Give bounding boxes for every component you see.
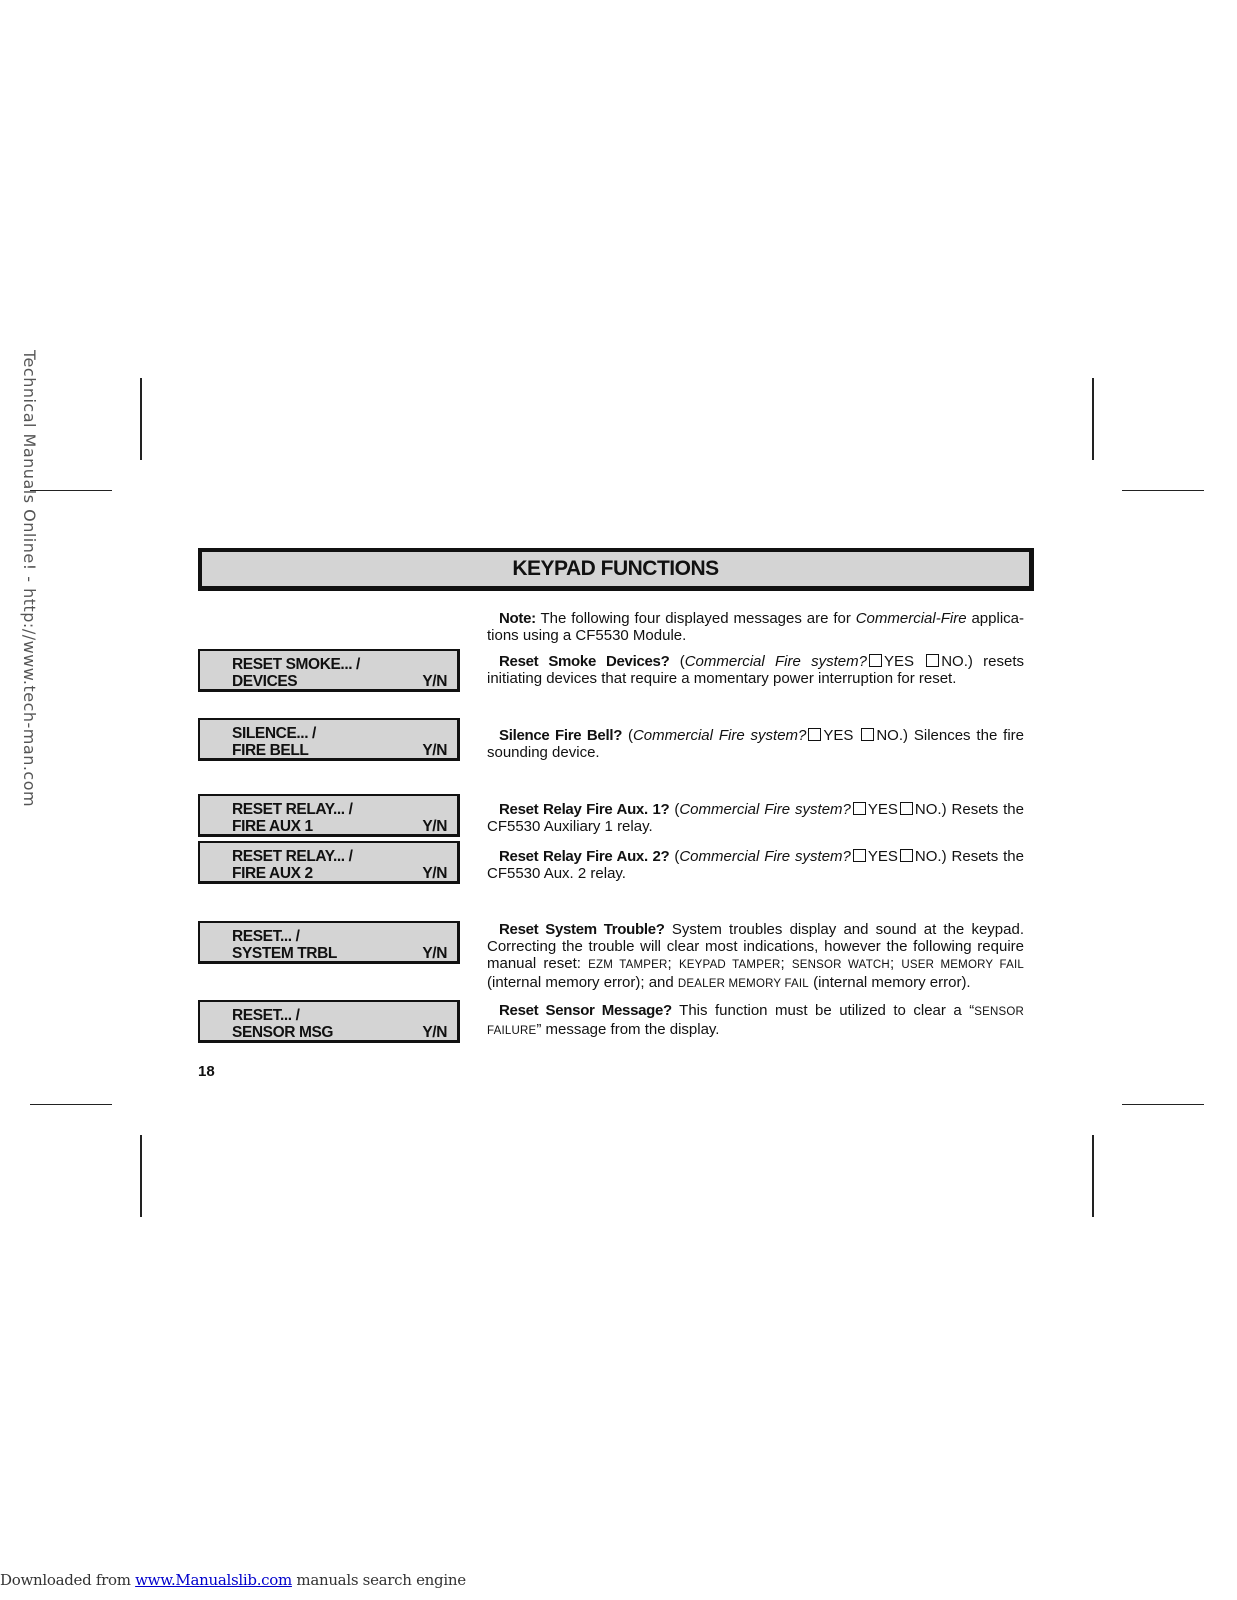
keypad-display-line2: DEVICES bbox=[232, 673, 298, 690]
keypad-display-relay-aux2 bbox=[198, 841, 460, 884]
keypad-display-line1: RESET RELAY... / bbox=[232, 801, 353, 818]
keypad-display-yn: Y/N bbox=[422, 673, 447, 690]
checkbox-icon bbox=[853, 849, 866, 862]
keypad-display-line2: SENSOR MSG bbox=[232, 1024, 334, 1041]
keypad-display-line2: FIRE BELL bbox=[232, 742, 309, 759]
checkbox-icon bbox=[869, 654, 882, 667]
desc-silence-bell: Silence Fire Bell? (Commercial Fire system? YES NO.) Silences the fire sounding device. bbox=[487, 727, 1025, 761]
crop-mark bbox=[1122, 490, 1204, 491]
desc-system: Commercial Fire system? bbox=[679, 848, 851, 865]
footer-prefix: Downloaded from bbox=[0, 1571, 136, 1589]
keypad-display-line2: FIRE AUX 1 bbox=[232, 818, 313, 835]
desc-text: Resets the CF5530 Aux. 2 relay. bbox=[487, 848, 1024, 882]
desc-reset-smoke: Reset Smoke Devices? (Commercial Fire system? YES NO.) resets initiating devices that require a momentary power interruption for reset. bbox=[487, 653, 1024, 687]
checkbox-icon bbox=[900, 849, 913, 862]
keypad-display-yn: Y/N bbox=[422, 1024, 447, 1041]
desc-text: Silences the fire sounding device. bbox=[487, 727, 1025, 761]
checkbox-icon bbox=[926, 654, 939, 667]
desc-no: NO.) bbox=[876, 727, 908, 744]
desc-text: resets initiating devices that require a momentary power interruption for reset. bbox=[487, 653, 1024, 687]
desc-smallcaps: DEALER MEMORY FAIL bbox=[677, 978, 809, 990]
crop-mark bbox=[1092, 1135, 1094, 1217]
desc-yes: YES bbox=[867, 801, 898, 818]
keypad-display-sensor-msg bbox=[198, 1000, 460, 1043]
crop-mark bbox=[140, 378, 142, 460]
keypad-display-yn: Y/N bbox=[422, 865, 447, 882]
page-number: 18 bbox=[198, 1063, 215, 1080]
keypad-display-line2: FIRE AUX 2 bbox=[232, 865, 313, 882]
desc-lead: Reset Smoke Devices? bbox=[499, 653, 670, 670]
desc-smallcaps: SENSOR FAILURE bbox=[487, 1006, 1024, 1037]
desc-smallcaps: EZM TAMPER bbox=[588, 959, 668, 971]
desc-no: NO.) bbox=[914, 848, 947, 865]
desc-sep: ; bbox=[667, 955, 679, 972]
desc-lead: Reset Relay Fire Aux. 1? bbox=[499, 801, 670, 818]
crop-mark bbox=[30, 490, 112, 491]
keypad-display-line1: RESET SMOKE... / bbox=[232, 656, 360, 673]
desc-sep: ; bbox=[780, 955, 792, 972]
desc-yes: YES bbox=[823, 727, 854, 744]
note-lead: Note: bbox=[499, 610, 536, 627]
desc-text: (internal memory error). bbox=[808, 974, 971, 991]
desc-system-trouble bbox=[487, 921, 1024, 993]
keypad-display-line2: SYSTEM TRBL bbox=[232, 945, 337, 962]
side-watermark: Technical Manuals Online! - http://www.tech-man.com bbox=[20, 350, 39, 808]
page-title bbox=[198, 548, 1034, 591]
desc-yes: YES bbox=[883, 653, 914, 670]
keypad-display-line1: RESET RELAY... / bbox=[232, 848, 353, 865]
desc-lead: Silence Fire Bell? bbox=[499, 727, 623, 744]
desc-lead: Reset Sensor Message? bbox=[499, 1002, 672, 1019]
desc-lead: Reset Relay Fire Aux. 2? bbox=[499, 848, 670, 865]
desc-text: System troubles display and sound at the keypad. Correcting the trouble will clear most indications, however the following require manual reset: bbox=[487, 921, 1025, 972]
footer-suffix: manuals search engine bbox=[291, 1571, 466, 1589]
footer-link[interactable]: www.Manualslib.com bbox=[135, 1571, 292, 1589]
page-title-text: KEYPAD FUNCTIONS bbox=[512, 557, 719, 580]
keypad-display-yn: Y/N bbox=[422, 742, 447, 759]
desc-text: ” message from the display. bbox=[536, 1021, 720, 1038]
desc-yes: YES bbox=[867, 848, 898, 865]
note-italic: Commercial-Fire bbox=[855, 610, 967, 627]
desc-sep: ; bbox=[889, 955, 902, 972]
checkbox-icon bbox=[900, 802, 913, 815]
desc-system: Commercial Fire system? bbox=[632, 727, 807, 744]
desc-relay-aux1: Reset Relay Fire Aux. 1? (Commercial Fire system? YES NO.) Resets the CF5530 Auxiliary 1 relay. bbox=[487, 801, 1024, 835]
checkbox-icon bbox=[853, 802, 866, 815]
checkbox-icon bbox=[808, 728, 821, 741]
desc-no: NO.) bbox=[941, 653, 973, 670]
note-text: The following four displayed messages are for bbox=[535, 610, 856, 627]
keypad-display-yn: Y/N bbox=[422, 945, 447, 962]
desc-text: Resets the CF5530 Auxiliary 1 relay. bbox=[487, 801, 1024, 835]
download-footer bbox=[0, 1571, 466, 1589]
keypad-display-line1: RESET... / bbox=[232, 1007, 300, 1024]
desc-smallcaps: KEYPAD TAMPER bbox=[678, 959, 781, 971]
note-text: applica-tions using a CF5530 Module. bbox=[487, 610, 1024, 644]
keypad-display-relay-aux1 bbox=[198, 794, 460, 837]
desc-lead: Reset System Trouble? bbox=[499, 921, 665, 938]
keypad-display-yn: Y/N bbox=[422, 818, 447, 835]
crop-mark bbox=[1122, 1104, 1204, 1105]
keypad-display-line1: RESET... / bbox=[232, 928, 300, 945]
desc-text: (internal memory error); and bbox=[487, 974, 678, 991]
checkbox-icon bbox=[861, 728, 874, 741]
keypad-display-line1: SILENCE... / bbox=[232, 725, 316, 742]
keypad-display-silence-bell bbox=[198, 718, 460, 761]
desc-sensor-msg bbox=[487, 1002, 1024, 1040]
keypad-display-system-trouble bbox=[198, 921, 460, 964]
note-paragraph bbox=[487, 610, 1024, 644]
desc-smallcaps: SENSOR WATCH bbox=[791, 959, 890, 971]
crop-mark bbox=[1092, 378, 1094, 460]
desc-smallcaps: USER MEMORY FAIL bbox=[901, 959, 1024, 971]
crop-mark bbox=[140, 1135, 142, 1217]
keypad-display-reset-smoke bbox=[198, 649, 460, 692]
desc-relay-aux2: Reset Relay Fire Aux. 2? (Commercial Fire system? YES NO.) Resets the CF5530 Aux. 2 relay. bbox=[487, 848, 1024, 882]
crop-mark bbox=[30, 1104, 112, 1105]
desc-system: Commercial Fire system? bbox=[684, 653, 867, 670]
desc-system: Commercial Fire system? bbox=[679, 801, 851, 818]
desc-text: This function must be utilized to clear a “ bbox=[671, 1002, 975, 1019]
desc-no: NO.) bbox=[914, 801, 947, 818]
